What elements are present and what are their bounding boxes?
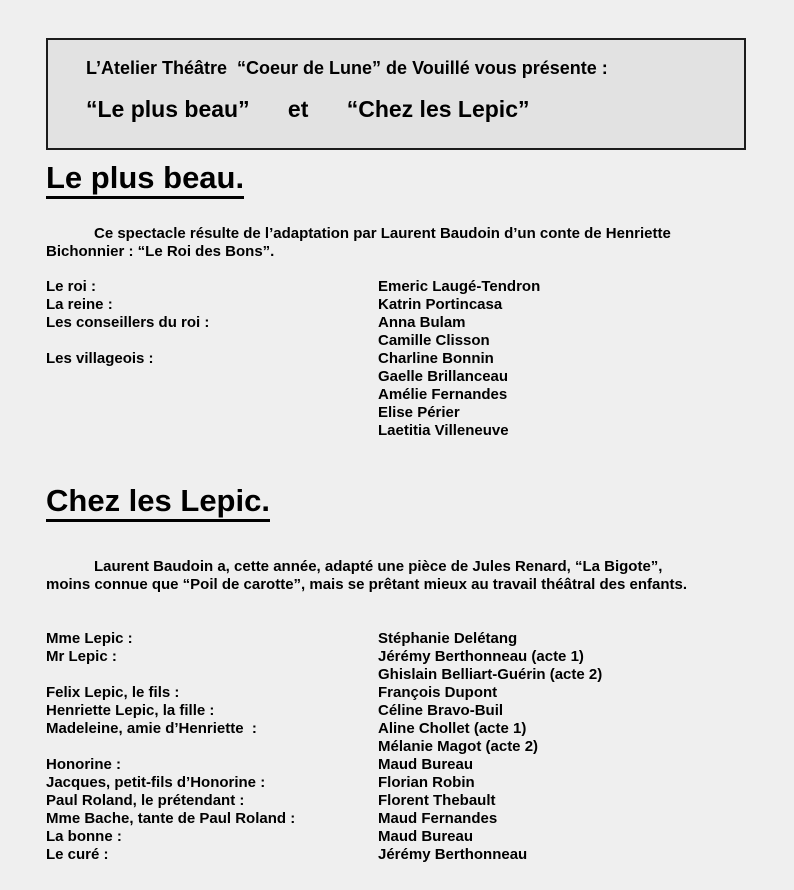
cast-actor: Laetitia Villeneuve: [378, 422, 509, 439]
cast-list-chez-les-lepic: [46, 630, 756, 864]
cast-role: La reine :: [46, 296, 113, 313]
cast-row: [46, 332, 756, 350]
section-title-le-plus-beau: Le plus beau.: [46, 161, 244, 199]
cast-row: [46, 648, 756, 666]
cast-row: [46, 702, 756, 720]
intro-chez-les-lepic: [46, 558, 756, 594]
cast-row: [46, 278, 756, 296]
cast-row: [46, 296, 756, 314]
cast-role: [46, 422, 378, 440]
cast-row: [46, 738, 756, 756]
cast-role: Paul Roland, le prétendant :: [46, 792, 245, 809]
title-box: [46, 38, 746, 150]
cast-row: [46, 404, 756, 422]
cast-role: Le curé :: [46, 846, 109, 863]
cast-list-le-plus-beau: [46, 278, 756, 440]
cast-actor: Maud Bureau: [378, 756, 474, 773]
cast-row: [46, 774, 756, 792]
presenter-line: L’Atelier Théâtre “Coeur de Lune” de Vouillé vous présente :: [86, 58, 608, 78]
cast-role: La bonne :: [46, 828, 122, 845]
cast-actor: Emeric Laugé-Tendron: [378, 278, 541, 295]
cast-row: [46, 756, 756, 774]
intro-line: Laurent Baudoin a, cette année, adapté une pièce de Jules Renard, “La Bigote”,: [94, 558, 663, 575]
cast-row: [46, 810, 756, 828]
cast-row: [46, 630, 756, 648]
cast-role: Madeleine, amie d’Henriette :: [46, 720, 257, 737]
cast-role: Honorine :: [46, 756, 121, 773]
cast-row: [46, 792, 756, 810]
cast-role: [46, 332, 378, 350]
cast-role: [46, 368, 378, 386]
cast-role: [46, 404, 378, 422]
cast-actor: Jérémy Berthonneau (acte 1): [378, 648, 584, 665]
cast-role: [46, 666, 378, 684]
cast-role: Mme Bache, tante de Paul Roland :: [46, 810, 296, 827]
cast-actor: Jérémy Berthonneau: [378, 846, 528, 863]
intro-line: Ce spectacle résulte de l’adaptation par Laurent Baudoin d’un conte de Henriette: [94, 225, 671, 242]
cast-actor: Céline Bravo-Buil: [378, 702, 504, 719]
cast-actor: Amélie Fernandes: [378, 386, 508, 403]
cast-actor: Camille Clisson: [378, 332, 490, 349]
section-title-chez-les-lepic: Chez les Lepic.: [46, 484, 270, 522]
cast-row: [46, 846, 756, 864]
cast-actor: Anna Bulam: [378, 314, 466, 331]
cast-row: [46, 666, 756, 684]
cast-row: [46, 720, 756, 738]
cast-row: [46, 368, 756, 386]
cast-role: Mme Lepic :: [46, 630, 133, 647]
cast-actor: Katrin Portincasa: [378, 296, 503, 313]
cast-actor: Gaelle Brillanceau: [378, 368, 509, 385]
cast-actor: Charline Bonnin: [378, 350, 494, 367]
plays-title-line: “Le plus beau” et “Chez les Lepic”: [86, 96, 530, 122]
cast-role: Jacques, petit-fils d’Honorine :: [46, 774, 266, 791]
cast-actor: Ghislain Belliart-Guérin (acte 2): [378, 666, 603, 683]
cast-role: [46, 738, 378, 756]
cast-actor: Florent Thebault: [378, 792, 496, 809]
cast-row: [46, 314, 756, 332]
cast-role: [46, 386, 378, 404]
cast-actor: Mélanie Magot (acte 2): [378, 738, 539, 755]
cast-row: [46, 350, 756, 368]
cast-role: Mr Lepic :: [46, 648, 117, 665]
cast-row: [46, 828, 756, 846]
cast-row: [46, 684, 756, 702]
cast-role: Les conseillers du roi :: [46, 314, 210, 331]
cast-actor: Stéphanie Delétang: [378, 630, 518, 647]
cast-role: Felix Lepic, le fils :: [46, 684, 180, 701]
cast-actor: Maud Fernandes: [378, 810, 498, 827]
cast-actor: Florian Robin: [378, 774, 475, 791]
cast-row: [46, 386, 756, 404]
cast-role: Le roi :: [46, 278, 97, 295]
intro-line: Bichonnier : “Le Roi des Bons”.: [46, 243, 275, 260]
cast-row: [46, 422, 756, 440]
intro-le-plus-beau: [46, 225, 756, 261]
cast-actor: Aline Chollet (acte 1): [378, 720, 527, 737]
intro-line: moins connue que “Poil de carotte”, mais se prêtant mieux au travail théâtral des enfants.: [46, 576, 688, 593]
cast-actor: François Dupont: [378, 684, 498, 701]
cast-role: Henriette Lepic, la fille :: [46, 702, 215, 719]
cast-role: Les villageois :: [46, 350, 154, 367]
cast-actor: Maud Bureau: [378, 828, 474, 845]
cast-actor: Elise Périer: [378, 404, 460, 421]
